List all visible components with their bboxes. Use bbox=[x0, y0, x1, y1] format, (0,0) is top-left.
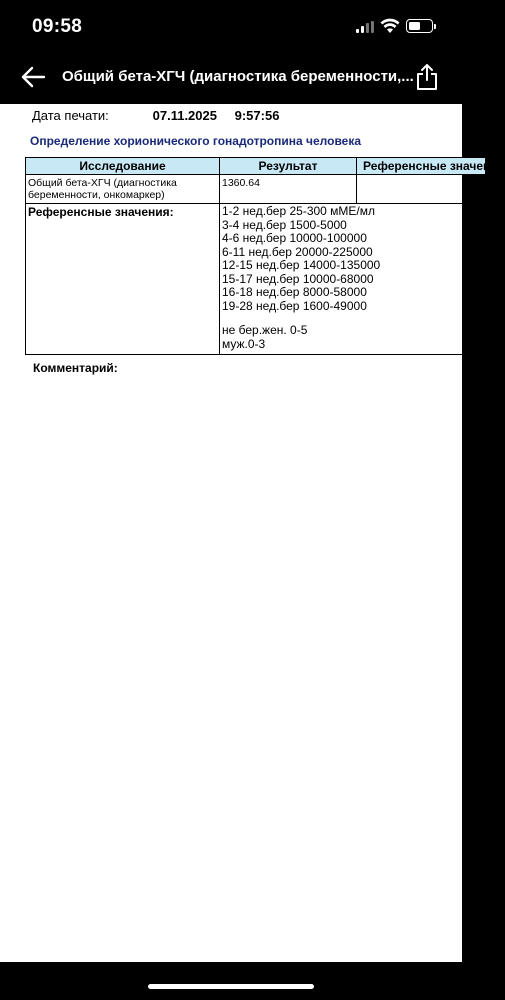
wifi-icon bbox=[380, 18, 400, 34]
header-test: Исследование bbox=[26, 158, 220, 175]
status-icons bbox=[350, 18, 440, 34]
signal-icon bbox=[356, 21, 376, 33]
reference-extra-line: муж.0-3 bbox=[222, 336, 266, 351]
nav-bar bbox=[0, 50, 462, 104]
status-bar bbox=[0, 0, 462, 50]
share-icon[interactable] bbox=[414, 63, 440, 91]
print-date-row bbox=[32, 108, 279, 123]
reference-value-line: 16-18 нед.бер 8000-58000 bbox=[222, 285, 367, 299]
comment-label: Комментарий: bbox=[33, 361, 118, 375]
table-row bbox=[26, 175, 486, 204]
reference-value-line: 3-4 нед.бер 1500-5000 bbox=[222, 217, 347, 232]
home-indicator[interactable] bbox=[148, 984, 314, 989]
battery-icon bbox=[406, 19, 433, 33]
reference-values-cell bbox=[220, 204, 486, 355]
reference-extra-line: не бер.жен. 0-5 bbox=[222, 323, 308, 337]
results-table bbox=[25, 157, 505, 355]
document-title: Общий бета-ХГЧ (диагностика беременности,... bbox=[62, 68, 414, 85]
test-name-cell: Общий бета-ХГЧ (диагностика беременности, онкомаркер) bbox=[26, 175, 220, 204]
reference-value-line: 1-2 нед.бер 25-300 мМЕ/мл bbox=[222, 204, 376, 218]
reference-label-cell: Референсные значения: bbox=[26, 204, 220, 355]
reference-value-line: 6-11 нед.бер 20000-225000 bbox=[222, 244, 373, 259]
reference-value-line: 12-15 нед.бер 14000-135000 bbox=[222, 258, 381, 272]
header-result: Результат bbox=[220, 158, 357, 175]
reference-value-line: 4-6 нед.бер 10000-100000 bbox=[222, 231, 367, 245]
section-title: Определение хорионического гонадотропина человека bbox=[30, 134, 362, 148]
result-value-cell: 1360.64 bbox=[220, 175, 357, 204]
bottom-bar bbox=[0, 962, 462, 1000]
reference-value-line: 15-17 нед.бер 10000-68000 bbox=[222, 271, 374, 286]
print-date-label: Дата печати: bbox=[32, 108, 109, 123]
header-reference: Референсные значения bbox=[357, 158, 486, 175]
status-time: 09:58 bbox=[32, 16, 83, 37]
reference-cell bbox=[357, 175, 486, 204]
print-time-value: 9:57:56 bbox=[234, 108, 280, 123]
table-header-row bbox=[26, 158, 486, 175]
document-page bbox=[0, 104, 505, 962]
reference-value-line: 19-28 нед.бер 1600-49000 bbox=[222, 298, 367, 313]
print-date-value: 07.11.2025 bbox=[152, 108, 217, 123]
reference-values-row bbox=[26, 204, 486, 355]
back-arrow-icon[interactable] bbox=[20, 64, 46, 90]
